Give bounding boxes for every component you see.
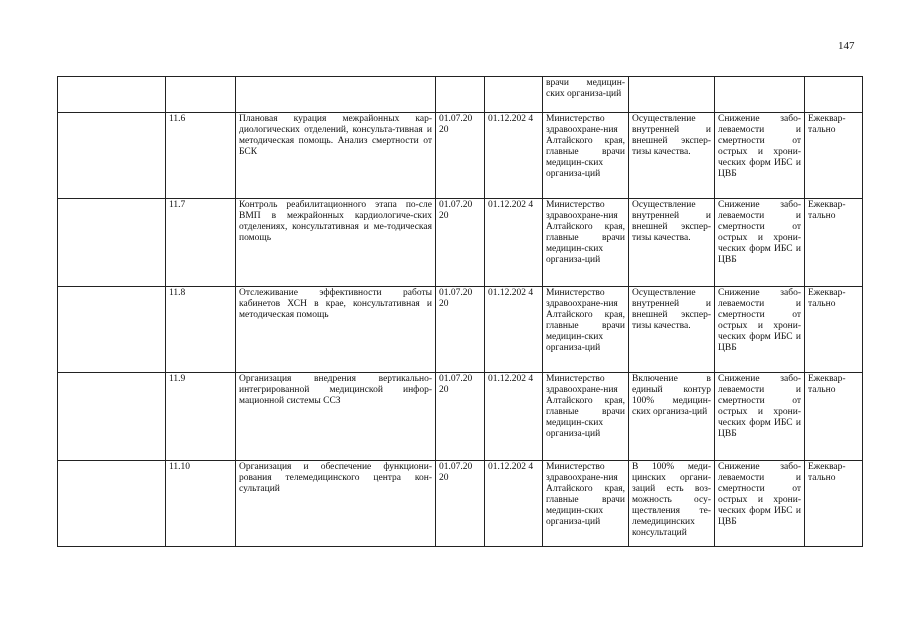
row-executor: Министерство здравоохране-ния Алтайского края, главные врачи медицин-ских организа-ций: [543, 461, 629, 547]
row-number: 11.6: [166, 113, 236, 199]
row-frequency: Ежеквар-тально: [805, 199, 863, 287]
row-start-date: [436, 77, 485, 113]
row-blank-cell: [58, 373, 166, 461]
row-blank-cell: [58, 461, 166, 547]
row-description: [236, 77, 436, 113]
continuation-row: [58, 77, 863, 113]
row-end-date: 01.12.202 4: [485, 113, 543, 199]
row-frequency: Ежеквар-тально: [805, 113, 863, 199]
row-end-date: 01.12.202 4: [485, 373, 543, 461]
row-description: Организация внедрения вертикально-интегрированной медицинской инфор-мационной системы ССЗ: [236, 373, 436, 461]
row-number: 11.10: [166, 461, 236, 547]
row-frequency: Ежеквар-тально: [805, 373, 863, 461]
table-body: [58, 77, 863, 547]
table-row: [58, 199, 863, 287]
row-executor: Министерство здравоохране-ния Алтайского края, главные врачи медицин-ских организа-ций: [543, 113, 629, 199]
row-description: Отслеживание эффективности работы кабинетов ХСН в крае, консультативная и методическая помощь: [236, 287, 436, 373]
row-result: Снижение забо-леваемости и смертности от острых и хрони-ческих форм ИБС и ЦВБ: [715, 113, 805, 199]
row-blank-cell: [58, 77, 166, 113]
row-frequency: Ежеквар-тально: [805, 461, 863, 547]
row-end-date: [485, 77, 543, 113]
table-row: [58, 373, 863, 461]
row-frequency: [805, 77, 863, 113]
row-result: Снижение забо-леваемости и смертности от острых и хрони-ческих форм ИБС и ЦВБ: [715, 287, 805, 373]
table-row: [58, 287, 863, 373]
row-number: [166, 77, 236, 113]
row-executor: Министерство здравоохране-ния Алтайского края, главные врачи медицин-ских организа-ций: [543, 199, 629, 287]
table-row: [58, 461, 863, 547]
row-end-date: 01.12.202 4: [485, 287, 543, 373]
row-start-date: 01.07.20 20: [436, 461, 485, 547]
row-result: Снижение забо-леваемости и смертности от острых и хрони-ческих форм ИБС и ЦВБ: [715, 461, 805, 547]
row-number: 11.7: [166, 199, 236, 287]
row-start-date: 01.07.20 20: [436, 373, 485, 461]
row-frequency: Ежеквар-тально: [805, 287, 863, 373]
row-control: Осуществление внутренней и внешней экспер-тизы качества.: [629, 113, 715, 199]
row-description: Контроль реабилитационного этапа по-сле ВМП в межрайонных кардиологиче-ских отделениях, консультативная и ме-тодическая помощь: [236, 199, 436, 287]
page-number: 147: [838, 40, 855, 52]
row-result: [715, 77, 805, 113]
row-end-date: 01.12.202 4: [485, 461, 543, 547]
row-executor: врачи медицин-ских организа-ций: [543, 77, 629, 113]
row-blank-cell: [58, 113, 166, 199]
table-row: [58, 113, 863, 199]
row-blank-cell: [58, 199, 166, 287]
row-start-date: 01.07.20 20: [436, 113, 485, 199]
row-start-date: 01.07.20 20: [436, 199, 485, 287]
row-number: 11.8: [166, 287, 236, 373]
row-executor: Министерство здравоохране-ния Алтайского края, главные врачи медицин-ских организа-ций: [543, 373, 629, 461]
row-result: Снижение забо-леваемости и смертности от острых и хрони-ческих форм ИБС и ЦВБ: [715, 373, 805, 461]
row-control: Осуществление внутренней и внешней экспер-тизы качества.: [629, 199, 715, 287]
row-result: Снижение забо-леваемости и смертности от острых и хрони-ческих форм ИБС и ЦВБ: [715, 199, 805, 287]
activity-plan-table: [57, 76, 863, 547]
row-control: Осуществление внутренней и внешней экспер-тизы качества.: [629, 287, 715, 373]
row-description: Организация и обеспечение функциони-рования телемедицинского центра кон-сультаций: [236, 461, 436, 547]
row-start-date: 01.07.20 20: [436, 287, 485, 373]
row-blank-cell: [58, 287, 166, 373]
row-control: [629, 77, 715, 113]
row-executor: Министерство здравоохране-ния Алтайского края, главные врачи медицин-ских организа-ций: [543, 287, 629, 373]
row-control: В 100% меди-цинских органи-заций есть воз-можность осу-ществления те-лемедицинских консультаций: [629, 461, 715, 547]
row-number: 11.9: [166, 373, 236, 461]
row-control: Включение в единый контур 100% медицин-ских организа-ций: [629, 373, 715, 461]
row-end-date: 01.12.202 4: [485, 199, 543, 287]
row-description: Плановая курация межрайонных кар-диологических отделений, консульта-тивная и методическая помощь. Анализ смертности от БСК: [236, 113, 436, 199]
